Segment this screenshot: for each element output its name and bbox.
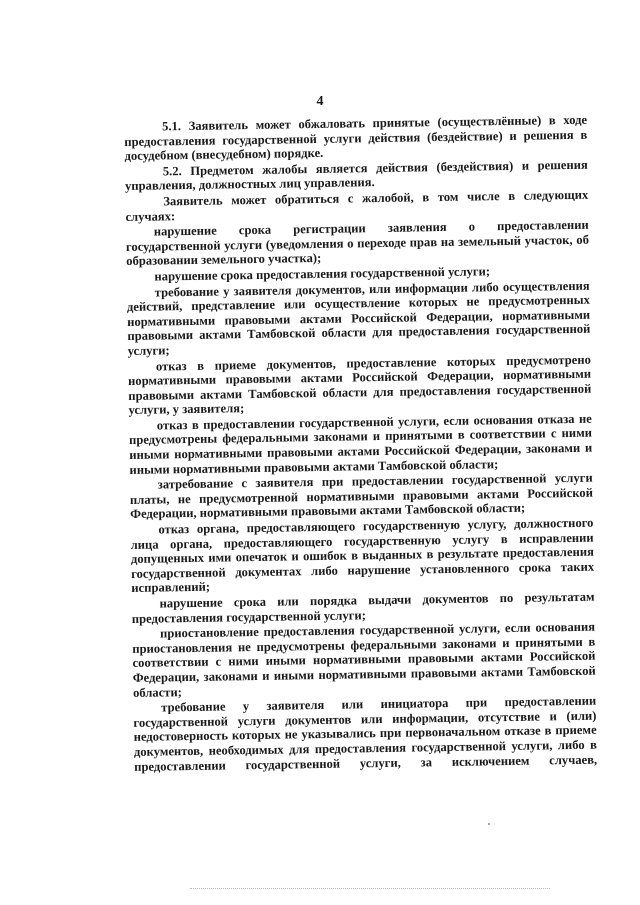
list-item-correction-refusal: отказ органа, предоставляющего государственную услугу, должностного лица органа, предоставляющего государственную услугу в исправлении допущенных ими опечаток и ошибок в выданных в результате предоставления государственной документах либо нарушение установленного срока таких исправлений;	[130, 515, 595, 596]
list-item-missing-documents: требование у заявителя или инициатора при предоставлении государственной услуги документов или информации, отсутствие и (или) недостоверность которых не указывались при первоначальном отказе в приеме документов, необходимых для предоставления государственной услуги, либо в предоставлении государственной услуги, за исключением случаев,	[133, 693, 598, 774]
list-item-suspension: приостановление предоставления государственной услуги, если основания приостановления не предусмотрены федеральными законами и принятыми в соответствии с ними иными нормативными правовыми актами Российской Федерации, законами и иными нормативными правовыми актами Тамбовской области;	[132, 619, 596, 700]
list-item-refusal-acceptance: отказ в приеме документов, предоставление которых предусмотрено нормативными правовыми актами Российской Федерации, нормативными правовыми актами Тамбовской области для предоставления государственной услуги, у заявителя;	[127, 352, 592, 418]
list-item-registration-deadline: нарушение срока регистрации заявления о предоставлении государственной услуги (уведомления о переходе прав на земельный участок, об образовании земельного участка);	[125, 217, 590, 269]
paragraph-intro-cases: Заявитель может обратиться с жалобой, в том числе в следующих случаях:	[125, 187, 589, 224]
list-item-payment-demand: затребование с заявителя при предоставлении государственной услуги платы, не предусмотренной нормативными правовыми актами Российской Федерации, нормативными правовыми актами Тамбовской области;	[129, 470, 594, 522]
scan-edge-marks	[190, 888, 550, 891]
list-item-service-deadline: нарушение срока предоставления государственной услуги;	[154, 264, 491, 284]
paragraph-5-1: 5.1. Заявитель может обжаловать принятые (осуществлённые) в ходе предоставления государственной услуги действия (бездействие) и решения в досудебном (внесудебном) порядке.	[124, 112, 588, 164]
page-number: 4	[316, 94, 324, 109]
paragraph-5-2: 5.2. Предметом жалобы является действия (бездействия) и решения управления, должностных лиц управления.	[124, 157, 588, 194]
list-item-refusal-service: отказ в предоставлении государственной услуги, если основания отказа не предусмотрены федеральными законами и принятыми в соответствии с ними иными нормативными правовыми актами Российской Федерации, законами и иными нормативными правовыми актами Тамбовской области;	[128, 411, 593, 477]
scan-speck	[488, 823, 490, 825]
document-body	[124, 113, 597, 775]
list-item-documents-requirement: требование у заявителя документов, или информации либо осуществления действий, представление или осуществление которых не предусмотренных нормативными правовыми актами Российской Федерации, нормативными правовыми актами Тамбовской области для предоставления государственной услуги;	[126, 278, 591, 358]
list-item-issuance-violation: нарушение срока или порядка выдачи документов по результатам предоставления государственной услуги;	[131, 589, 595, 626]
